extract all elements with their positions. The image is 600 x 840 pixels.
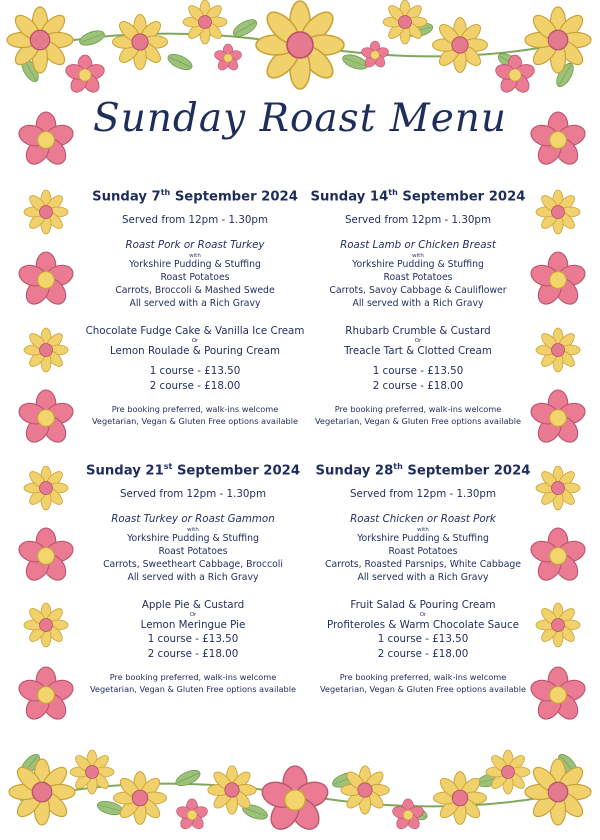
or-label: Or [189,611,197,618]
or-label: Or [419,611,427,618]
booking-note: Pre booking preferred, walk-ins welcome [111,403,279,414]
served-time: Served from 12pm - 1.30pm [119,488,266,501]
price-2-course: 2 course - £18.00 [372,379,464,392]
dietary-note: Vegetarian, Vegan & Gluten Free options available [314,415,522,426]
dessert-option-2: Lemon Roulade & Pouring Cream [109,344,281,357]
side-item: All served with a Rich Gravy [127,571,259,583]
side-item: Roast Potatoes [158,546,228,558]
dietary-note: Vegetarian, Vegan & Gluten Free options available [89,683,297,694]
side-item: Yorkshire Pudding & Stuffing [129,259,261,271]
week-heading: Sunday 7th September 2024 [92,188,298,205]
side-item: Roast Potatoes [388,546,458,558]
dessert-option-1: Rhubarb Crumble & Custard [345,324,491,337]
mains: Roast Lamb or Chicken Breast [340,239,496,252]
booking-note: Pre booking preferred, walk-ins welcome [339,671,507,682]
week-heading: Sunday 14th September 2024 [310,188,526,205]
with-label: with [189,253,201,260]
dessert-option-2: Lemon Meringue Pie [140,618,246,631]
side-item: Yorkshire Pudding & Stuffing [357,533,489,545]
price-2-course: 2 course - £18.00 [147,647,239,660]
side-item: Carrots, Roasted Parsnips, White Cabbage [324,558,522,570]
dessert-option-1: Chocolate Fudge Cake & Vanilla Ice Cream [85,324,305,337]
with-label: with [187,527,199,534]
mains: Roast Pork or Roast Turkey [125,239,265,252]
served-time: Served from 12pm - 1.30pm [344,214,491,227]
week-panel [76,185,314,427]
price-1-course: 1 course - £13.50 [147,632,239,645]
week-panel [304,459,542,695]
side-item: Yorkshire Pudding & Stuffing [352,259,484,271]
or-label: Or [414,337,422,344]
with-label: with [417,527,429,534]
price-1-course: 1 course - £13.50 [149,364,241,377]
with-label: with [412,253,424,260]
side-item: Carrots, Savoy Cabbage & Cauliflower [329,284,507,296]
week-panel [74,459,312,695]
price-2-course: 2 course - £18.00 [377,647,469,660]
side-item: Roast Potatoes [383,272,453,284]
price-2-course: 2 course - £18.00 [149,379,241,392]
side-item: All served with a Rich Gravy [352,297,484,309]
served-time: Served from 12pm - 1.30pm [121,214,268,227]
mains: Roast Chicken or Roast Pork [350,513,496,526]
week-panel [299,185,537,427]
dietary-note: Vegetarian, Vegan & Gluten Free options available [319,683,527,694]
side-item: Roast Potatoes [160,272,230,284]
dessert-option-1: Apple Pie & Custard [141,598,245,611]
week-heading: Sunday 28th September 2024 [315,462,531,479]
booking-note: Pre booking preferred, walk-ins welcome [109,671,277,682]
dessert-option-2: Treacle Tart & Clotted Cream [344,344,492,357]
price-1-course: 1 course - £13.50 [372,364,464,377]
price-1-course: 1 course - £13.50 [377,632,469,645]
side-item: Yorkshire Pudding & Stuffing [127,533,259,545]
booking-note: Pre booking preferred, walk-ins welcome [334,403,502,414]
dessert-option-1: Fruit Salad & Pouring Cream [350,598,496,611]
dietary-note: Vegetarian, Vegan & Gluten Free options available [91,415,299,426]
side-item: All served with a Rich Gravy [357,571,489,583]
dessert-option-2: Profiteroles & Warm Chocolate Sauce [327,618,519,631]
side-item: Carrots, Sweetheart Cabbage, Broccoli [103,558,283,570]
mains: Roast Turkey or Roast Gammon [111,513,275,526]
side-item: All served with a Rich Gravy [129,297,261,309]
side-item: Carrots, Broccoli & Mashed Swede [115,284,275,296]
week-heading: Sunday 21st September 2024 [86,462,300,479]
or-label: Or [191,337,199,344]
served-time: Served from 12pm - 1.30pm [349,488,496,501]
menu-title: Sunday Roast Menu [92,96,508,141]
